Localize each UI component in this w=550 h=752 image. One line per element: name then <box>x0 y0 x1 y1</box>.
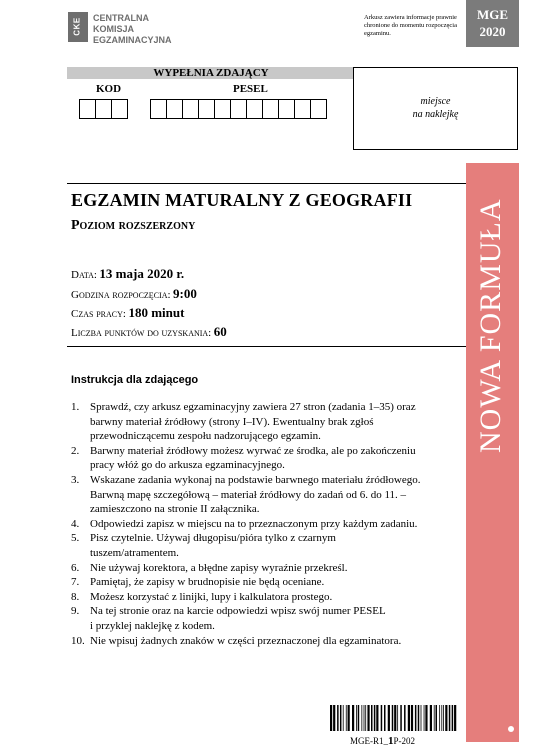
pesel-box[interactable] <box>182 99 199 119</box>
start-time: Godzina rozpoczęcia: 9:00 <box>71 286 197 301</box>
instruction-item: 4. Odpowiedzi zapisz w miejscu na to przeznaczonym przy każdym zadaniu. <box>71 517 418 530</box>
pesel-box[interactable] <box>230 99 247 119</box>
pesel-box[interactable] <box>246 99 263 119</box>
instruction-item: 9. Na tej stronie oraz na karcie odpowiedzi wpisz swój numer PESEL i przyklej naklejkę z kodem. <box>71 605 386 632</box>
instruction-item: 2. Barwny materiał źródłowy możesz wyrwać ze środka, ale po zakończeniu pracy włóż go do arkusza egzaminacyjnego. <box>71 444 416 472</box>
kod-boxes[interactable] <box>79 99 127 119</box>
instruction-item: 6. Nie używaj korektora, a błędne zapisy wyraźnie przekreśl. <box>71 561 348 574</box>
cke-logo <box>68 12 188 48</box>
instructions-title: Instrukcja dla zdającego <box>71 374 199 386</box>
instruction-item: 3. Wskazane zadania wykonaj na podstawie barwnego materiału źródłowego. Barwną mapę szczegółową – materiał źródłowy do zadań od 6. do 11. – zamieszczono na stronie II załącznika. <box>71 473 421 516</box>
band-dot <box>508 726 514 732</box>
barcode-label: MGE-R1_1P-202 <box>350 735 416 747</box>
pesel-box[interactable] <box>310 99 327 119</box>
instruction-item: 1. Sprawdź, czy arkusz egzaminacyjny zawiera 27 stron (zadania 1–35) oraz barwny materiał źródłowy (strony I–IV). Ewentualny brak zgłoś przewodniczącemu zespołu nadzorującego egzamin. <box>71 401 416 443</box>
pesel-box[interactable] <box>198 99 215 119</box>
kod-box[interactable] <box>79 99 96 119</box>
band-text-svg <box>477 163 509 742</box>
divider <box>67 183 466 184</box>
duration: Czas pracy: 180 minut <box>71 305 185 320</box>
kod-box[interactable] <box>95 99 112 119</box>
pesel-box[interactable] <box>166 99 183 119</box>
pesel-box[interactable] <box>150 99 167 119</box>
cke-logo-text: CENTRALNA KOMISJA EGZAMINACYJNA <box>93 13 172 45</box>
nowa-formula-band <box>466 163 519 742</box>
cke-logo-mark: CKE <box>68 12 88 42</box>
kod-label: KOD <box>96 83 122 95</box>
barcode <box>330 705 460 731</box>
confidentiality-notice: Arkusz zawiera informacje prawnie chronione do momentu rozpoczęcia egzaminu. <box>364 14 457 37</box>
divider <box>67 346 466 347</box>
sticker-area: miejsce na naklejkę <box>353 67 518 150</box>
instruction-item: 5. Pisz czytelnie. Używaj długopisu/pióra tylko z czarnym tuszem/atramentem. <box>71 532 336 559</box>
pesel-boxes[interactable] <box>150 99 326 119</box>
pesel-box[interactable] <box>278 99 295 119</box>
band-text: NOWA FORMUŁA <box>477 198 507 453</box>
exam-level: Poziom rozszerzony <box>71 218 196 233</box>
pesel-box[interactable] <box>214 99 231 119</box>
fill-in-header: WYPEŁNIA ZDAJĄCY <box>67 67 355 79</box>
instruction-item: 10. Nie wpisuj żadnych znaków w części przeznaczonej dla egzaminatora. <box>71 634 402 647</box>
exam-date: Data: 13 maja 2020 r. <box>71 266 185 281</box>
instructions-list <box>71 400 463 648</box>
kod-box[interactable] <box>111 99 128 119</box>
instruction-item: 8. Możesz korzystać z linijki, lupy i kalkulatora prostego. <box>71 590 333 603</box>
exam-title: EGZAMIN MATURALNY Z GEOGRAFII <box>71 190 413 210</box>
instruction-item: 7. Pamiętaj, że zapisy w brudnopisie nie będą oceniane. <box>71 576 325 589</box>
pesel-label: PESEL <box>233 83 268 95</box>
pesel-box[interactable] <box>294 99 311 119</box>
exam-code-badge: MGE 2020 <box>466 0 519 47</box>
pesel-box[interactable] <box>262 99 279 119</box>
max-points: Liczba punktów do uzyskania: 60 <box>71 324 227 339</box>
